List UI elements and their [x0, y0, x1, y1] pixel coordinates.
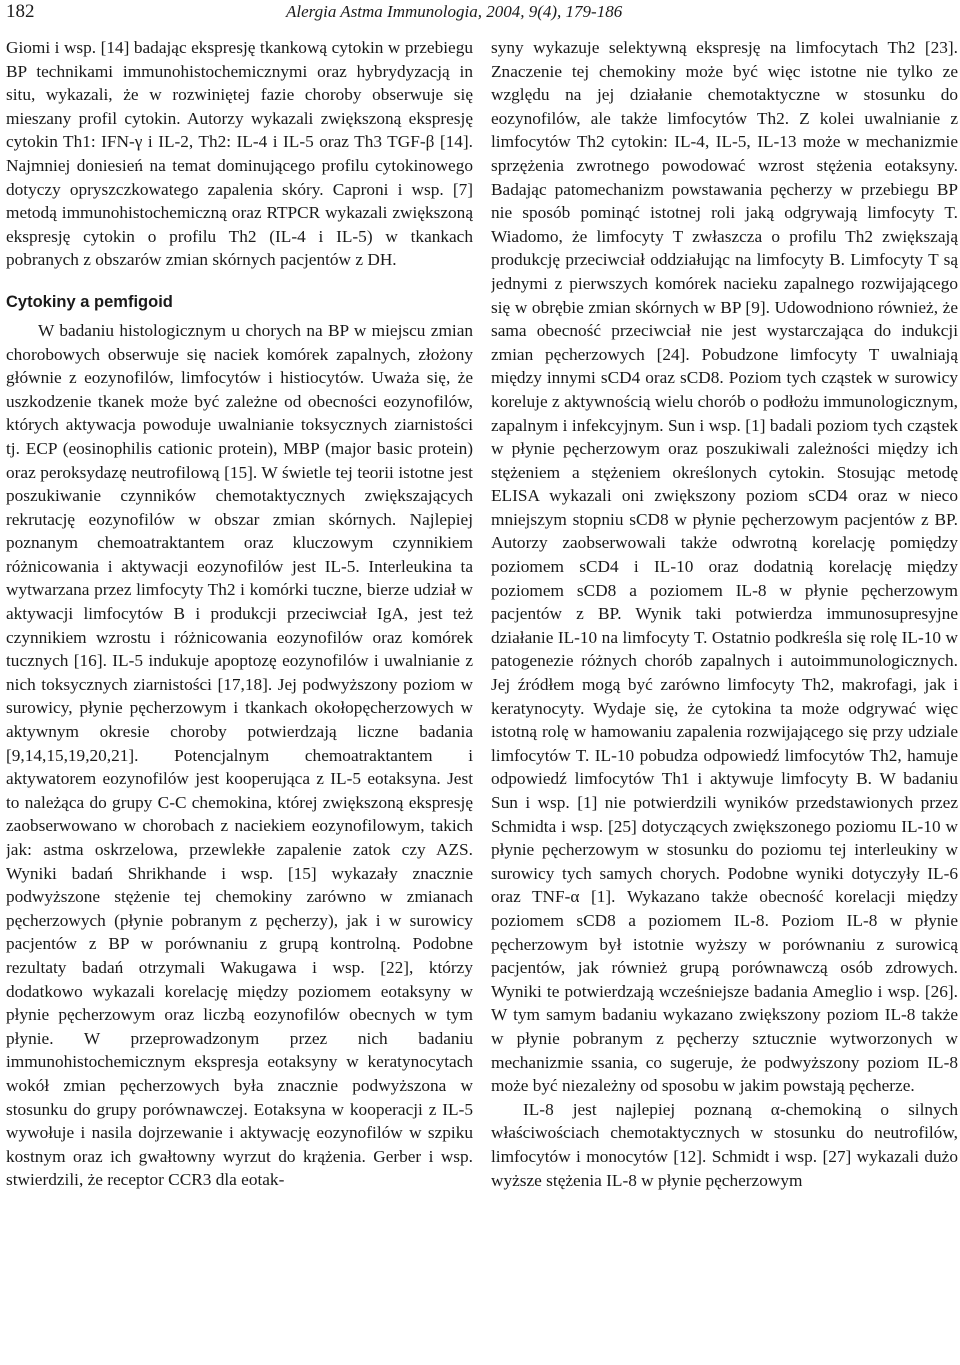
paragraph: IL-8 jest najlepiej poznaną α-chemokiną o silnych właściwościach chemotaktycznych w stosunku do neutrofilów, limfocytów i monocytów [12]. Schmidt i wsp. [27] wykazali dużo wyższe stężenia IL-8 w płynie pęcherzowym	[491, 1099, 958, 1190]
right-column	[491, 36, 958, 1362]
paragraph: syny wykazuje selektywną ekspresję na limfocytach Th2 [23]. Znaczenie tej chemokiny może być więc istotne nie tylko ze względu na jej działanie chemotaktyczne w stosunku do eozynofilów, ale także limfocytów Th2. Z kolei uwalnianie z limfocytów Th2 cytokin: IL-4, IL-5, IL-13 może w mechanizmie sprzężenia zwrotnego powodować wzrost stężenia eotaksyny. Badając patomechanizm powstawania pęcherzy w przebiegu BP nie sposób pominąć istotnej roli jaką odgrywają limfocyty T. Wiadomo, że limfocyty T zwłaszcza o profilu Th2 zwiększają produkcję przeciwciał oddziałując na limfocyty B. Limfocyty T są jednymi z pierwszych komórek nacieku zapalnego rozwijającego się w obrębie zmian skórnych w BP [9]. Udowodniono również, że sama obecność przeciwciał nie jest wystarczająca do indukcji zmian pęcherzowych [24]. Pobudzone limfocyty T uwalniają między innymi sCD4 oraz sCD8. Poziom tych cząstek w surowicy koreluje z aktywnością wielu chorób o podłożu immunologicznym, zapalnym i infekcyjnym. Sun i wsp. [1] badali poziom tych cząstek w płynie pęcherzowym oraz poszukiwali zależności między ich stężeniem a stężeniem określonych cytokin. Stosując metodę ELISA wykazali oni zwiększony poziom sCD4 oraz w nieco mniejszym stopniu sCD8 w płynie pęcherzowym pacjentów z BP. Autorzy zaobserwowali także odwrotną korelację pomiędzy poziomem sCD4 i IL-10 oraz dodatnią korelację między poziomem sCD8 a poziomem IL-8 w płynie pęcherzowym pacjentów z BP. Wynik taki potwierdza immunosupresyjne działanie IL-10 na limfocyty T. Ostatnio podkreśla się rolę IL-10 w patogenezie różnych chorób zapalnych i autoimmunologicznych. Jej źródłem mogą być zarówno limfocyty Th2, makrofagi, jak i keratynocyty. Wydaje się, że cytokina ta może odgrywać więc istotną rolę w hamowaniu zapalenia rozwijającego się przy udziale limfocytów T. IL-10 pobudza odpowiedź limfocytów Th2, hamuje odpowiedź limfocytów Th1 i aktywuje limfocyty B. W badaniu Sun i wsp. [1] nie potwierdzili wyników przedstawionych przez Schmidta i wsp. [25] dotyczących zwiększonego poziomu IL-10 w płynie pęcherzowym w stosunku do poziomu tej interleukiny w surowicy tych samych chorych. Podobne wyniki dotyczyły IL-6 oraz TNF-α [1]. Wykazano także obecność korelacji między poziomem sCD8 a poziomem IL-8. Poziom IL-8 w płynie pęcherzowym był istotnie wyższy w porównaniu z surowicą pacjentów, jak również grupą porównawczą osób zdrowych. Wyniki te potwierdzają wcześniejsze badania Ameglio i wsp. [26]. W tym samym badaniu wykazano zwiększony poziom IL-8 także w płynie pobranym z pęcherzy sztucznie wytworzonych w mechanizmie ssania, co sugeruje, że podwyższony poziom IL-8 może być niezależny od sposobu w jakim powstają pęcherze.	[491, 38, 958, 1096]
page-number: 182	[6, 1, 35, 22]
left-column	[6, 36, 473, 1362]
paragraph: Giomi i wsp. [14] badając ekspresję tkankową cytokin w przebiegu BP technikami immunohistochemicznymi oraz hybrydyzacją in situ, wykazali, że w rozwiniętej fazie choroby obserwuje się mieszany profil cytokin. Autorzy wykazali zwiększoną ekspresję cytokin Th1: IFN-γ i IL-2, Th2: IL-4 i IL-5 oraz Th3 TGF-β [14]. Najmniej doniesień na temat dominującego profilu cytokinowego dotyczy opryszczkowatego zapalenia skóry. Caproni i wsp. [7] metodą immunohistochemiczną oraz RTPCR wykazali zwiększoną ekspresję cytokin o profilu Th2 (IL-4 i IL-5) w tkankach pobranych z obszarów zmian skórnych pacjentów z DH.	[6, 38, 473, 270]
journal-reference: Alergia Astma Immunologia, 2004, 9(4), 179-186	[286, 2, 623, 21]
paragraph: W badaniu histologicznym u chorych na BP w miejscu zmian chorobowych obserwuje się naciek komórek zapalnych, złożony głównie z eozynofilów, limfocytów i histiocytów. Uważa się, że uszkodzenie tkanek może być zależne od obecności eozynofilów, których aktywacja powoduje uwalnianie toksycznych ziarnistości tj. ECP (eosinophilis cationic protein), MBP (major basic protein) oraz peroksydazę neutrofilową [15]. W świetle tej teorii istotne jest poszukiwanie czynników chemotaktycznych zwiększających rekrutację eozynofilów w obszar zmian skórnych. Najlepiej poznanym chemoatraktantem oraz kluczowym czynnikiem różnicowania i aktywacji eozynofilów jest IL-5. Interleukina ta wytwarzana przez limfocyty Th2 i komórki tuczne, bierze udział w aktywacji limfocytów B i produkcji przeciwciał IgA, jest też czynnikiem wzrostu i różnicowania eozynofilów oraz komórek tucznych [16]. IL-5 indukuje apoptozę eozynofilów i uwalnianie z nich toksycznych ziarnistości [17,18]. Jej podwyższony poziom w surowicy, płynie pęcherzowym i tkankach okołopęcherzowych w aktywnym okresie choroby potwierdzają liczne badania [9,14,15,19,20,21]. Potencjalnym chemoatraktantem i aktywatorem eozynofilów jest kooperująca z IL-5 eotaksyna. Jest to należąca do grupy C-C chemokina, której zwiększoną ekspresję zaobserwowano w chorobach z naciekiem eozynofilowym, takich jak: astma oskrzelowa, przewlekłe zapalenie zatok czy AZS. Wyniki badań Shrikhande i wsp. [15] wykazały znacznie podwyższone stężenie tej chemokiny zarówno w zmianach pęcherzowych (płynie pobranym z pęcherzy), jak i w surowicy pacjentów z BP w porównaniu z grupą kontrolną. Podobne rezultaty badań otrzymali Wakugawa i wsp. [22], którzy dodatkowo wykazali korelację między poziomem eotaksyny w płynie pęcherzowym oraz liczbą eozynofilów obecnych w tym płynie. W przeprowadzonym przez nich badaniu immunohistochemicznym ekspresja eotaksyny w keratynocytach wokół zmian pęcherzowych była znacznie podwyższona w stosunku do grupy porównawczej. Eotaksyna w kooperacji z IL-5 wywołuje i nasila dojrzewanie i aktywację eozynofilów w szpiku kostnym oraz ich gwałtowny wyrzut do krążenia. Gerber i wsp. stwierdzili, że receptor CCR3 dla eotak-	[6, 320, 473, 1190]
page-header	[0, 0, 960, 30]
section-heading: Cytokiny a pemfigoid	[6, 292, 173, 311]
